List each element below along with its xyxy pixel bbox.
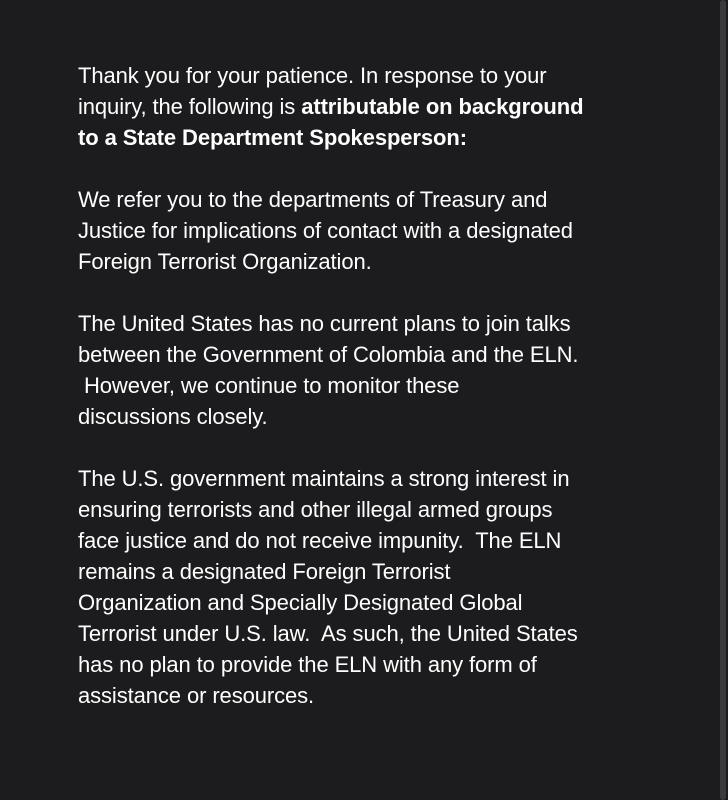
text-line: The United States has no current plans to join talks — [78, 311, 571, 336]
text-line: However, we continue to monitor these — [78, 373, 460, 398]
text-line: assistance or resources. — [78, 683, 315, 708]
text-line: Organization and Specially Designated Global — [78, 590, 523, 615]
text-line: ensuring terrorists and other illegal armed groups — [78, 497, 553, 522]
scrollbar[interactable] — [718, 0, 728, 800]
paragraph-intro — [78, 60, 668, 153]
text-line — [78, 91, 668, 122]
text-line: Thank you for your patience. In response to your — [78, 63, 547, 88]
paragraph-referral — [78, 184, 668, 277]
text-line — [78, 122, 668, 153]
text-line: face justice and do not receive impunity. The ELN — [78, 528, 562, 553]
text-line: We refer you to the departments of Treasury and — [78, 187, 548, 212]
bold-attribution: attributable on background — [301, 94, 584, 119]
text-segment: inquiry, the following is — [78, 94, 302, 119]
text-line: The U.S. government maintains a strong interest in — [78, 466, 570, 491]
bold-attribution: to a State Department Spokesperson: — [78, 125, 467, 150]
text-line: Foreign Terrorist Organization. — [78, 249, 372, 274]
text-line: Terrorist under U.S. law. As such, the United States — [78, 621, 578, 646]
text-line: has no plan to provide the ELN with any form of — [78, 652, 537, 677]
text-line: discussions closely. — [78, 404, 268, 429]
paragraph-talks — [78, 308, 668, 432]
text-line: Justice for implications of contact with a designated — [78, 218, 573, 243]
text-line: remains a designated Foreign Terrorist — [78, 559, 451, 584]
text-line: between the Government of Colombia and the ELN. — [78, 342, 579, 367]
scrollbar-thumb[interactable] — [720, 0, 726, 800]
statement-text — [78, 60, 668, 711]
paragraph-policy — [78, 463, 668, 711]
